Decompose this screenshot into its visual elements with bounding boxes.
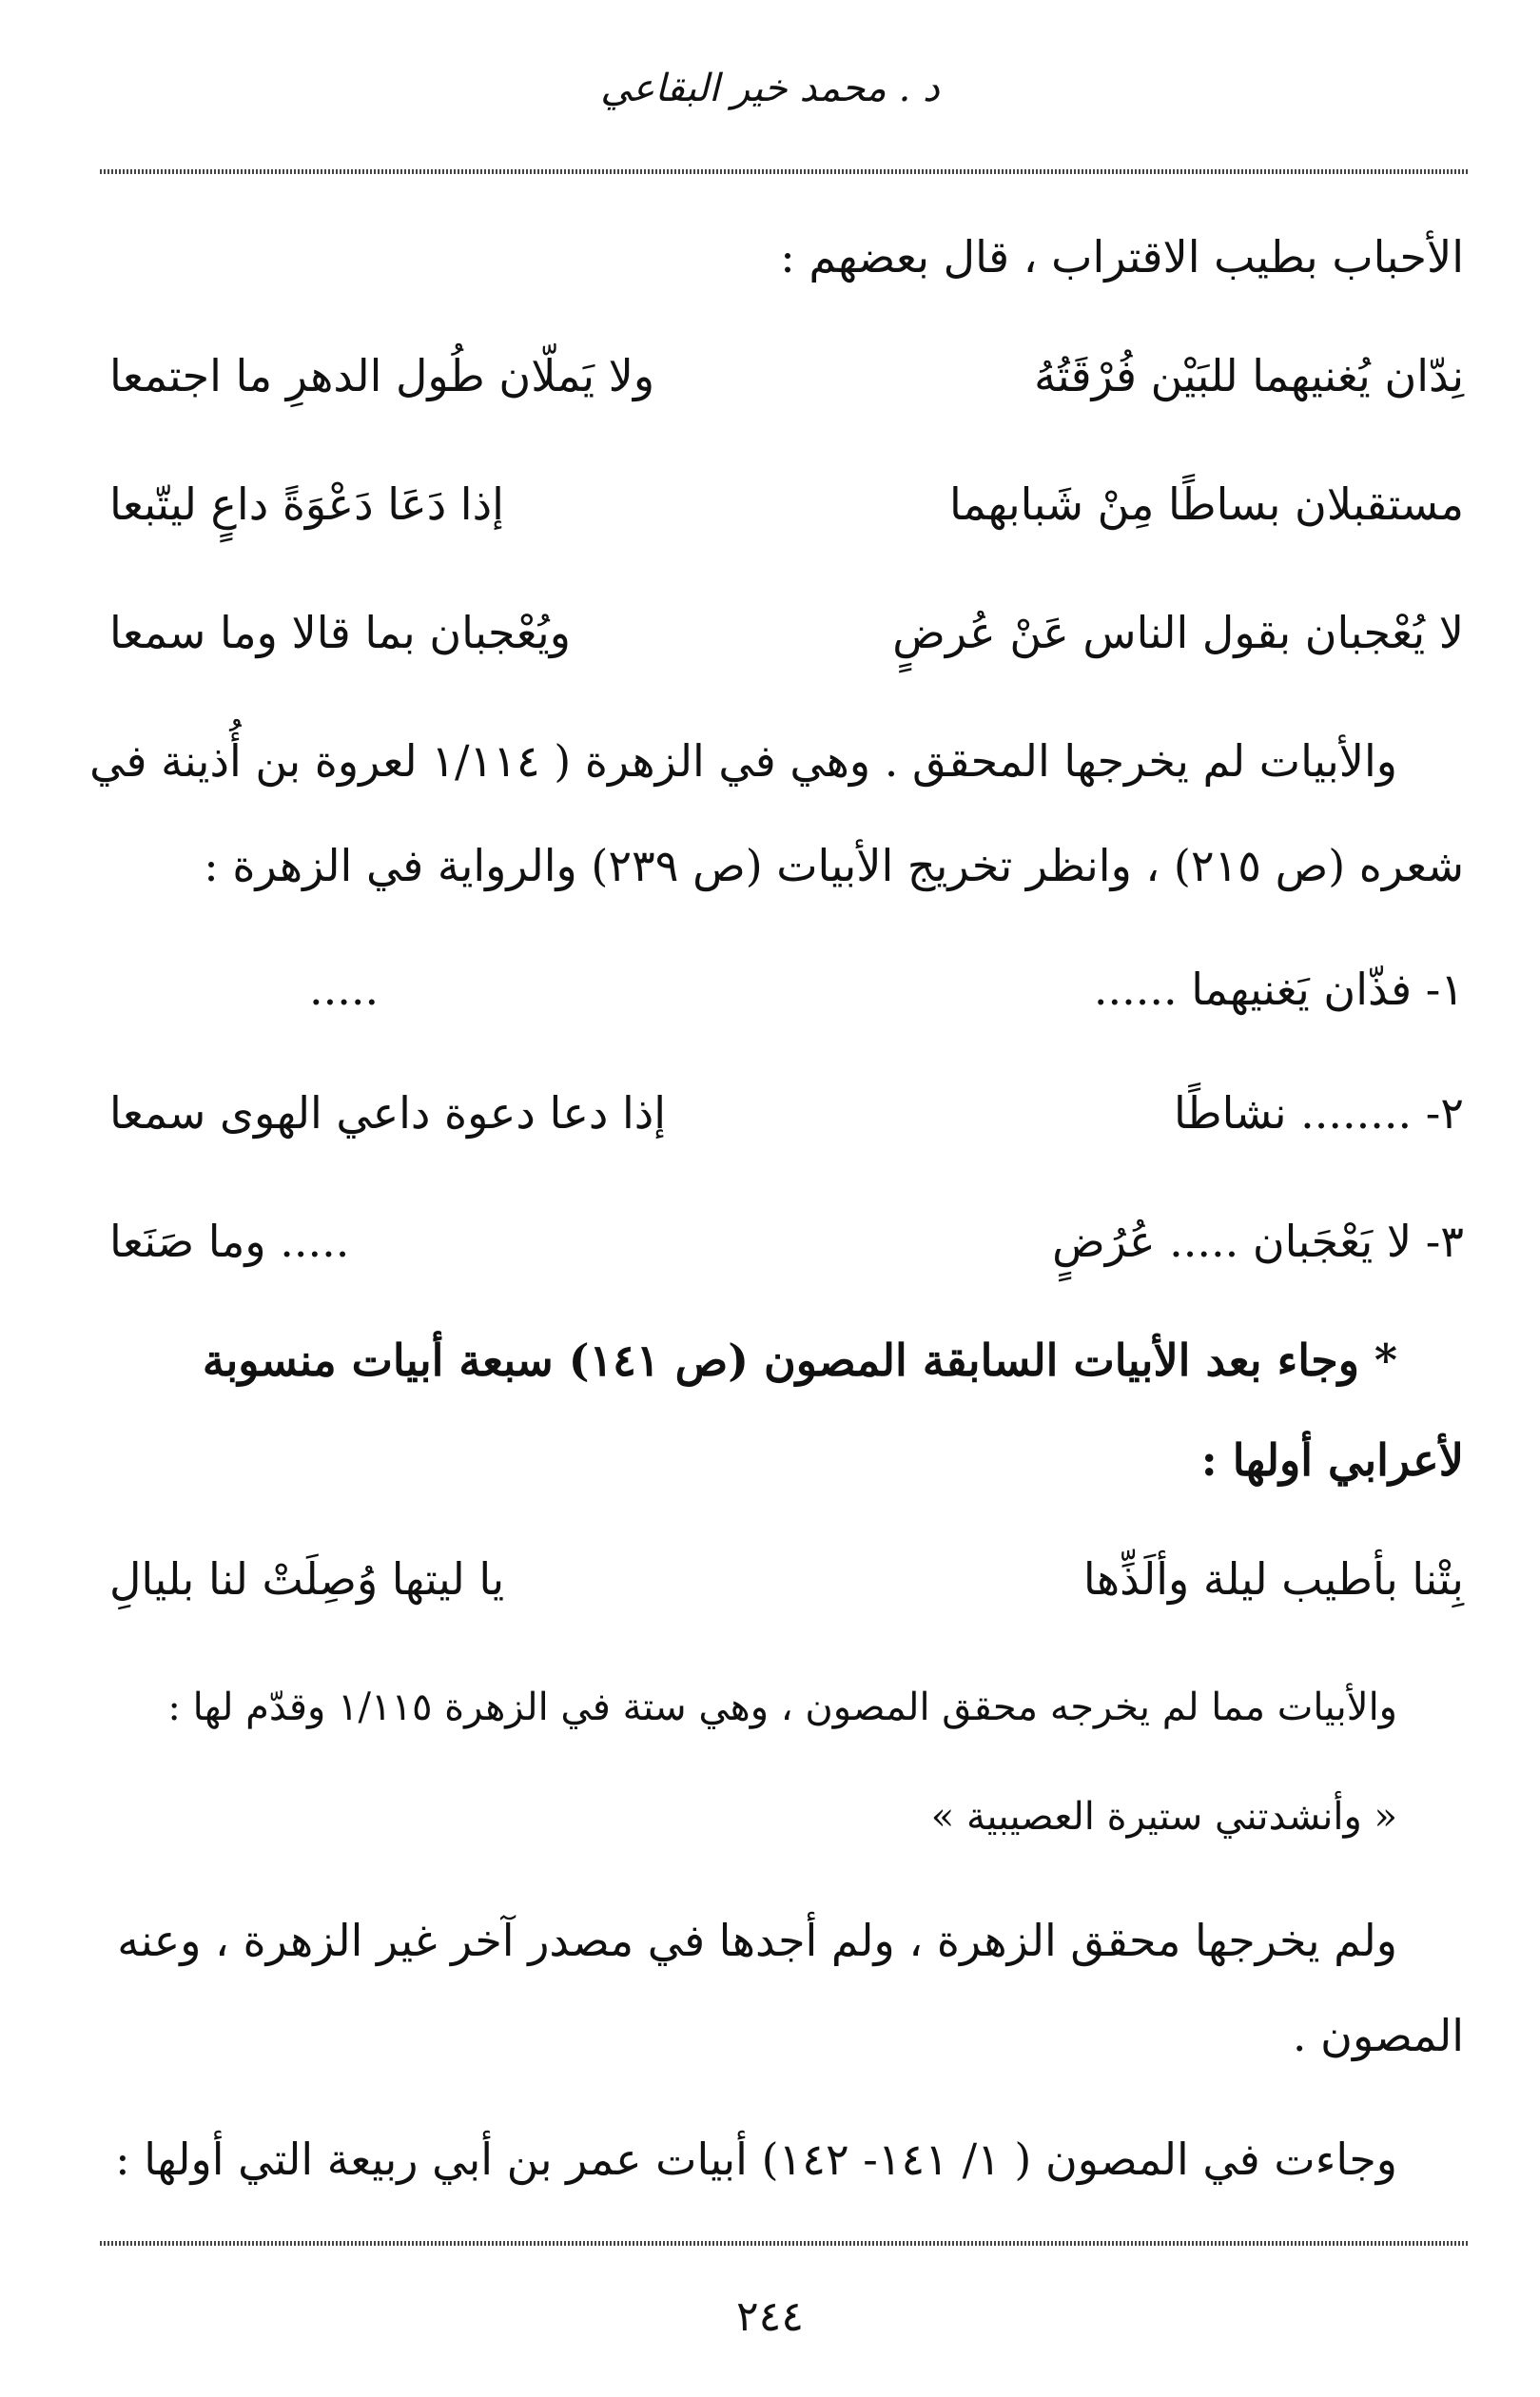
intro-line: الأحباب بطيب الاقتراب ، قال بعضهم : xyxy=(780,231,1464,283)
variant-1-first: ١- فذّان يَغنيهما ...... xyxy=(1093,964,1464,1015)
note-1-line-2: شعره (ص ٢١٥) ، وانظر تخريج الأبيات (ص ٢٣٩) والرواية في الزهرة : xyxy=(204,840,1464,891)
variant-2-first: ٢- ........ نشاطًا xyxy=(1174,1087,1464,1139)
single-verse-second-hemistich: يا ليتها وُصِلَتْ لنا بليالِ xyxy=(109,1553,505,1605)
note-3-line-1: ولم يخرجها محقق الزهرة ، ولم أجدها في مصدر آخر غير الزهرة ، وعنه xyxy=(117,1915,1397,1966)
page-number: ٢٤٤ xyxy=(736,2292,804,2341)
verse-2-second-hemistich: إذا دَعَا دَعْوَةً داعٍ ليتّبعا xyxy=(109,478,504,530)
verse-1-second-hemistich: ولا يَملّان طُول الدهرِ ما اجتمعا xyxy=(109,350,655,401)
final-line: وجاءت في المصون ( ١/ ١٤١- ١٤٢) أبيات عمر بن أبي ربيعة التي أولها : xyxy=(115,2134,1397,2185)
note-3-line-2: المصون . xyxy=(1292,2010,1464,2061)
variant-2-second: إذا دعا دعوة داعي الهوى سمعا xyxy=(109,1087,667,1139)
verse-3-first-hemistich: لا يُعْجبان بقول الناس عَنْ عُرضٍ xyxy=(892,607,1464,658)
verse-1-first-hemistich: نِدّان يُغنيهما للبَيْن فُرْقَتُهُ xyxy=(1034,350,1464,401)
running-header: د . محمد خير البقاعي xyxy=(600,67,940,110)
star-note-line-2: لأعرابي أولها : xyxy=(1200,1434,1464,1486)
variant-1-second: ..... xyxy=(309,964,380,1015)
variant-3-first: ٣- لا يَعْجَبان ..... عُرُضٍ xyxy=(1052,1216,1464,1267)
verse-3-second-hemistich: ويُعْجبان بما قالا وما سمعا xyxy=(109,607,571,658)
note-1-line-1: والأبيات لم يخرجها المحقق . وهي في الزهرة ( ١/١١٤ لعروة بن أُذينة في xyxy=(89,735,1397,787)
variant-3-second: ..... وما صَنَعا xyxy=(109,1216,350,1267)
verse-2-first-hemistich: مستقبلان بساطًا مِنْ شَبابهما xyxy=(949,478,1464,530)
note-2-line-1: والأبيات مما لم يخرجه محقق المصون ، وهي ستة في الزهرة ١/١١٥ وقدّم لها : xyxy=(167,1686,1397,1729)
footer-rule xyxy=(100,2241,1470,2246)
header-rule xyxy=(100,169,1470,174)
star-note-line-1: * وجاء بعد الأبيات السابقة المصون (ص ١٤١) سبعة أبيات منسوبة xyxy=(202,1335,1397,1386)
single-verse-first-hemistich: بِتْنا بأطيب ليلة وألَذِّها xyxy=(1082,1553,1464,1605)
note-2-line-2: « وأنشدتني ستيرة العصيبية » xyxy=(930,1795,1397,1839)
